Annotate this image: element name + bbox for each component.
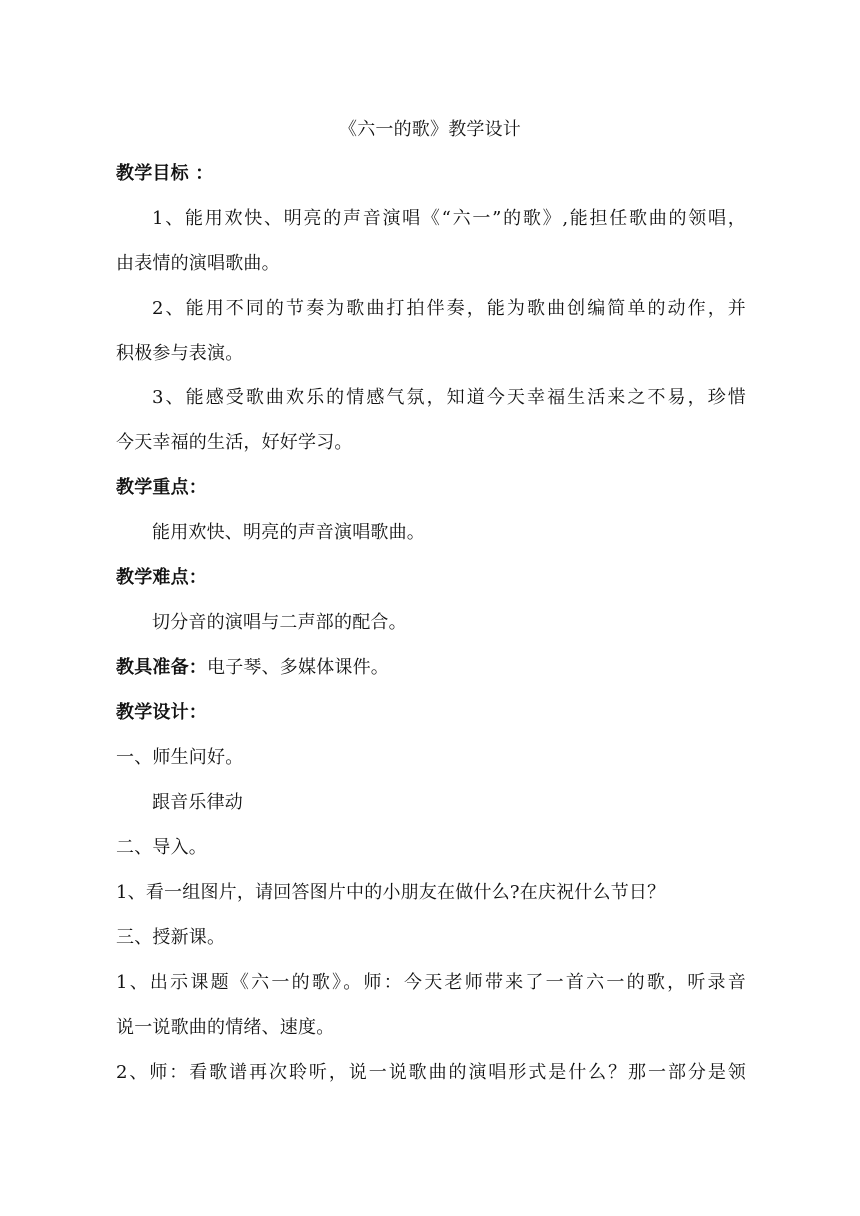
section-2-title: 二、导入。 xyxy=(116,837,207,858)
design-heading: 教学设计： xyxy=(116,702,207,723)
tools-heading: 教具准备： xyxy=(116,657,207,678)
difficulty-text: 切分音的演唱与二声部的配合。 xyxy=(152,612,407,633)
key-point-heading: 教学重点： xyxy=(116,477,207,498)
goal-3-line-1: 3、能感受歌曲欢乐的情感气氛，知道今天幸福生活来之不易，珍惜 xyxy=(152,387,746,408)
section-1-title: 一、师生问好。 xyxy=(116,747,244,768)
difficulty-heading: 教学难点： xyxy=(116,567,207,588)
tools-line xyxy=(116,656,746,680)
document-title: 《六一的歌》教学设计 xyxy=(339,119,521,140)
goal-1-line-2: 由表情的演唱歌曲。 xyxy=(116,253,280,274)
section-3-item-2-line-1: 2、师：看歌谱再次聆听，说一说歌曲的演唱形式是什么？那一部分是领 xyxy=(116,1062,746,1083)
section-1-text: 跟音乐律动 xyxy=(152,792,243,813)
goal-3-line-2: 今天幸福的生活，好好学习。 xyxy=(116,432,353,453)
section-3-item-1-line-2: 说一说歌曲的情绪、速度。 xyxy=(116,1017,335,1038)
goal-2-line-1: 2、能用不同的节奏为歌曲打拍伴奏，能为歌曲创编简单的动作，并 xyxy=(152,298,746,319)
section-2-text: 1、看一组图片，请回答图片中的小朋友在做什么?在庆祝什么节日？ xyxy=(116,882,666,903)
key-point-text: 能用欢快、明亮的声音演唱歌曲。 xyxy=(152,522,425,543)
goal-2-line-2: 积极参与表演。 xyxy=(116,343,244,364)
tools-text: 电子琴、多媒体课件。 xyxy=(207,657,389,678)
section-3-title: 三、授新课。 xyxy=(116,927,226,948)
section-3-item-1-line-1: 1、出示课题《六一的歌》。师：今天老师带来了一首六一的歌，听录音 xyxy=(116,972,746,993)
goal-1-line-1: 1、能用欢快、明亮的声音演唱《“六一”的歌》,能担任歌曲的领唱， xyxy=(152,208,746,229)
goals-heading: 教学目标 ： xyxy=(116,163,214,184)
